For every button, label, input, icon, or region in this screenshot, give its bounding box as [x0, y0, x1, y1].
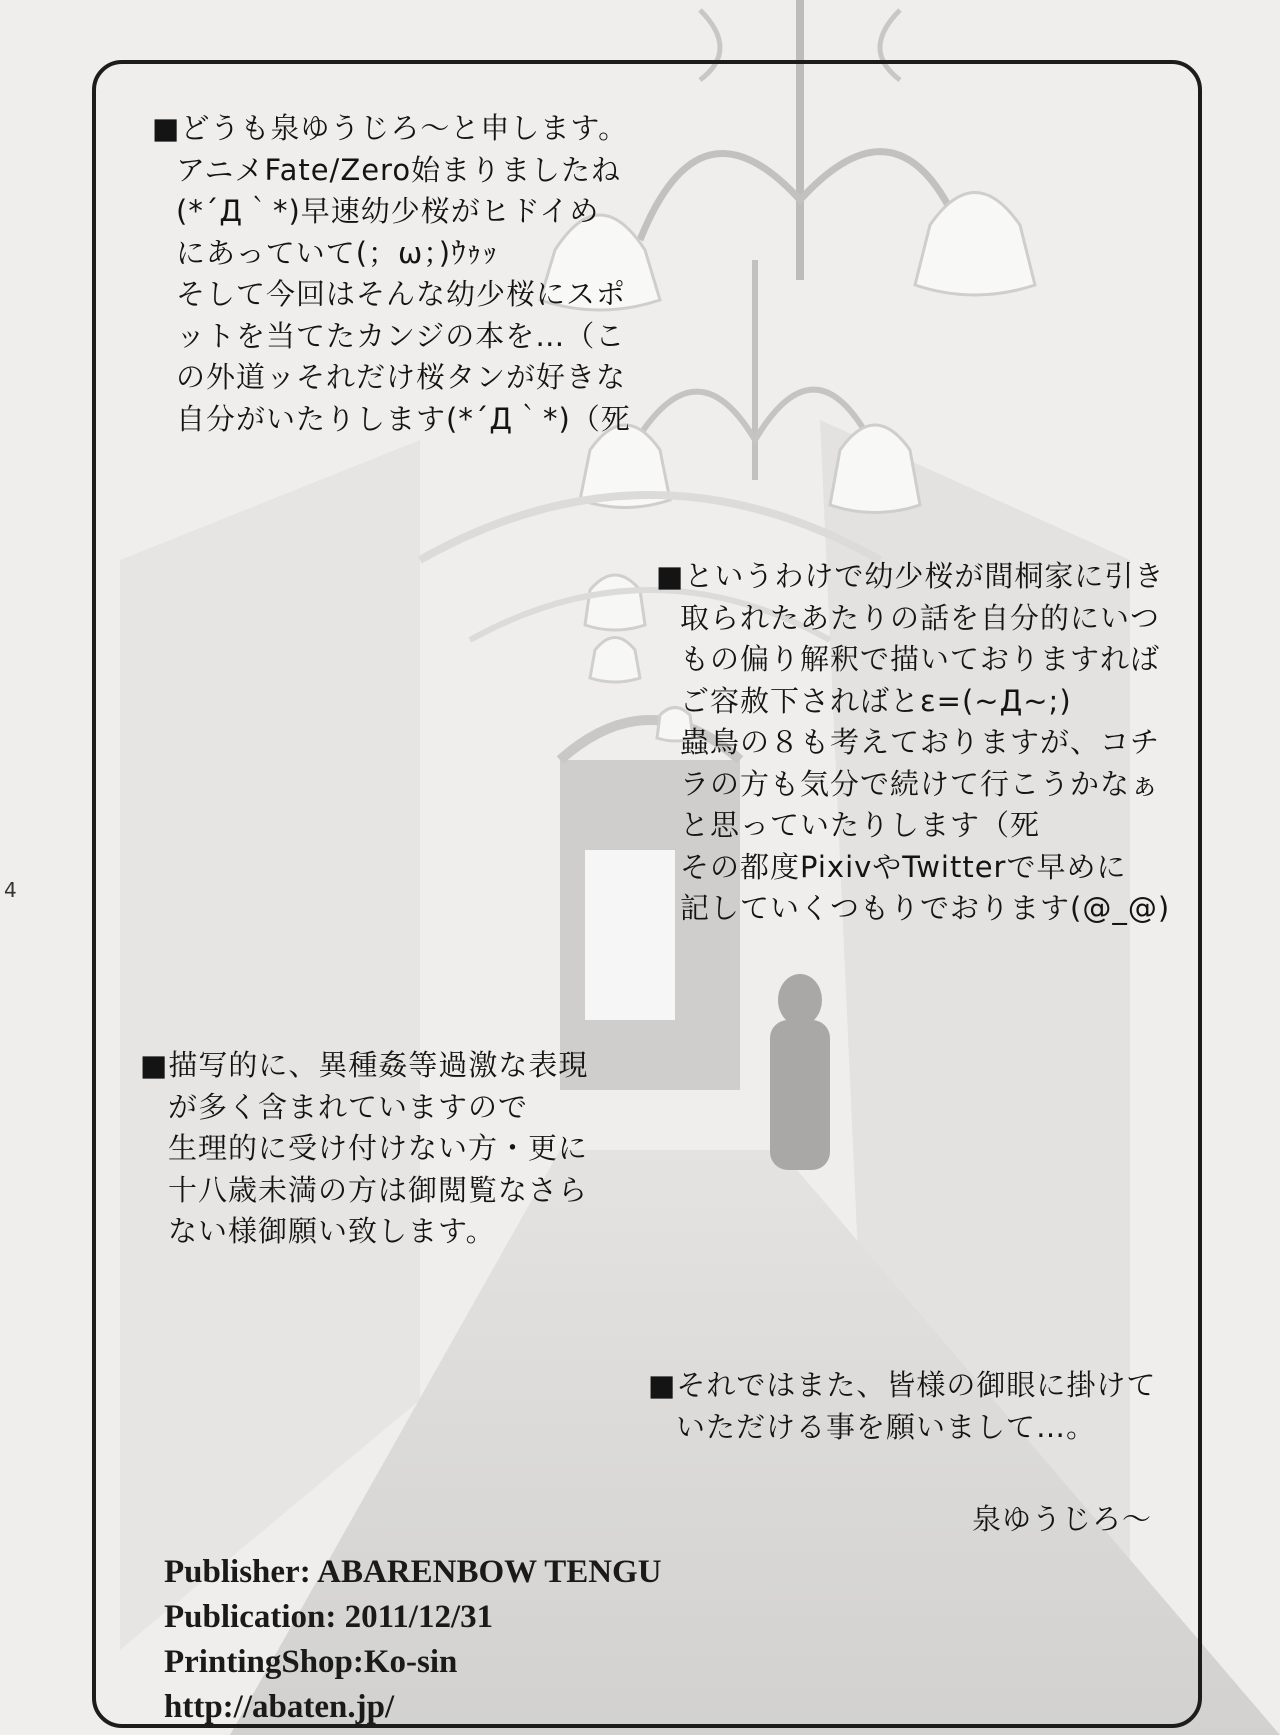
colophon-publisher: Publisher: ABARENBOW TENGU: [164, 1554, 662, 1590]
warning-line: 十八歳未満の方は御閲覧なさら: [168, 1172, 589, 1207]
about-book-line: ラの方も気分で続けて行こうかなぁ: [680, 766, 1161, 801]
closing-paragraph: [648, 1365, 1156, 1448]
greeting-paragraph: [152, 108, 631, 440]
colophon-printing-shop: PrintingShop:Ko-sin: [164, 1644, 458, 1680]
closing-line: いただける事を願いまして…。: [676, 1409, 1097, 1444]
about-book-paragraph: [656, 556, 1170, 930]
closing-line: ■それではまた、皆様の御眼に掛けて: [648, 1368, 1157, 1402]
about-book-line: 蟲鳥の８も考えておりますが、コチ: [680, 725, 1161, 759]
page-number: 4: [4, 878, 17, 902]
about-book-line: ご容赦下さればとε=(~Д~;): [680, 683, 1072, 718]
about-book-line: と思っていたりします（死: [680, 808, 1041, 842]
greeting-line: 自分がいたりします(*´Д｀*)（死: [176, 401, 631, 436]
author-signature: 泉ゆうじろ～: [972, 1502, 1153, 1536]
greeting-line: アニメFate/Zero始まりましたね: [176, 152, 622, 187]
warning-line: ない様御願い致します。: [168, 1214, 496, 1248]
about-book-line: もの偏り解釈で描いておりますれば: [680, 642, 1161, 676]
colophon-url: http://abaten.jp/: [164, 1689, 395, 1725]
greeting-line: ■どうも泉ゆうじろ～と申します。: [152, 111, 629, 145]
warning-line: 生理的に受け付けない方・更に: [168, 1131, 589, 1165]
warning-line: ■描写的に、異種姦等過激な表現: [140, 1048, 589, 1082]
about-book-line: 記していくつもりでおります(@_@): [680, 891, 1171, 925]
warning-paragraph: [140, 1045, 588, 1253]
colophon-publication-date: Publication: 2011/12/31: [164, 1599, 494, 1635]
greeting-line: (*´Д｀*)早速幼少桜がヒドイめ: [176, 194, 600, 228]
colophon: [164, 1550, 662, 1730]
about-book-line: その都度PixivやTwitterで早めに: [680, 849, 1127, 884]
greeting-line: ットを当てたカンジの本を…（こ: [176, 318, 626, 353]
greeting-line: そして今回はそんな幼少桜にスポ: [176, 277, 627, 311]
warning-line: が多く含まれていますので: [168, 1089, 529, 1124]
about-book-line: 取られたあたりの話を自分的にいつ: [680, 600, 1161, 635]
greeting-line: にあっていて(；ω；)ｳｩｯ: [176, 235, 498, 270]
about-book-line: ■というわけで幼少桜が間桐家に引き: [656, 559, 1165, 593]
greeting-line: の外道ッそれだけ桜タンが好きな: [176, 360, 627, 394]
